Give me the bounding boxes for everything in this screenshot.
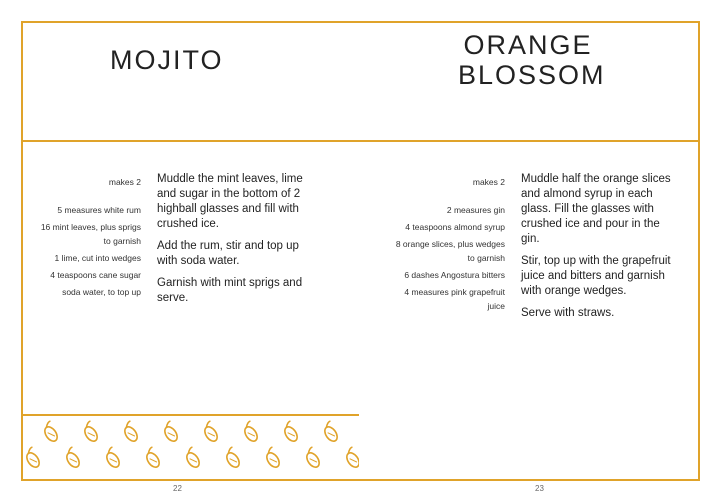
- ingredient-item: 4 measures pink grapefruit juice: [404, 287, 505, 311]
- ingredient-item: 5 measures white rum: [57, 205, 141, 215]
- title-line: BLOSSOM: [458, 60, 606, 90]
- orange-blossom-ingredients: [395, 175, 505, 316]
- ingredient-item: 2 measures gin: [446, 205, 505, 215]
- page-number-left: 22: [173, 484, 182, 493]
- lime-wedge-icon: [240, 421, 261, 444]
- ingredient-item: 4 teaspoons cane sugar: [50, 270, 141, 280]
- title-divider: [23, 140, 698, 142]
- method-step: Muddle half the orange slices and almond syrup in each glass. Fill the glasses with crushed ice and pour in the gin.: [521, 173, 671, 245]
- ingredient-item: soda water, to top up: [62, 287, 141, 297]
- lime-wedge-icon: [62, 447, 83, 470]
- method-step: Stir, top up with the grapefruit juice and bitters and garnish with orange wedges.: [521, 255, 671, 297]
- method-step: Garnish with mint sprigs and serve.: [157, 277, 303, 304]
- ingredient-item: 6 dashes Angostura bitters: [404, 270, 505, 280]
- title-line: ORANGE: [463, 30, 593, 60]
- ingredient-item: 16 mint leaves, plus sprigs to garnish: [40, 222, 141, 246]
- ingredient-item: 8 orange slices, plus wedges to garnish: [395, 239, 505, 263]
- lime-wedge-icon: [342, 447, 359, 470]
- lime-wedge-icon: [160, 421, 181, 444]
- ingredient-item: 4 teaspoons almond syrup: [405, 222, 505, 232]
- orange-blossom-method: [521, 172, 671, 328]
- orange-blossom-title: [458, 30, 606, 90]
- lime-wedge-icon: [40, 421, 61, 444]
- lime-wedge-icon: [302, 447, 323, 470]
- lime-wedge-icon: [102, 447, 123, 470]
- lime-wedge-icon: [200, 421, 221, 444]
- lime-wedge-icon: [280, 421, 301, 444]
- lime-wedge-icon: [22, 447, 43, 470]
- lime-wedge-icon: [262, 447, 283, 470]
- page-number-right: 23: [535, 484, 544, 493]
- lime-wedge-pattern: [21, 416, 359, 483]
- method-step: Muddle the mint leaves, lime and sugar in the bottom of 2 highball glasses and fill with crushed ice.: [157, 173, 303, 230]
- lime-wedge-icon: [142, 447, 163, 470]
- mojito-ingredients: [38, 175, 141, 302]
- mojito-method: [157, 172, 305, 313]
- lime-pattern-band: [21, 414, 359, 483]
- method-step: Serve with straws.: [521, 307, 615, 319]
- lime-wedge-icon: [120, 421, 141, 444]
- lime-wedge-icon: [320, 421, 341, 444]
- mojito-makes: makes 2: [108, 177, 141, 187]
- mojito-title: MOJITO: [110, 45, 224, 75]
- method-step: Add the rum, stir and top up with soda water.: [157, 240, 299, 267]
- lime-wedge-icon: [222, 447, 243, 470]
- lime-wedge-icon: [182, 447, 203, 470]
- orange-blossom-makes: makes 2: [472, 177, 505, 187]
- lime-wedge-icon: [80, 421, 101, 444]
- ingredient-item: 1 lime, cut into wedges: [54, 253, 141, 263]
